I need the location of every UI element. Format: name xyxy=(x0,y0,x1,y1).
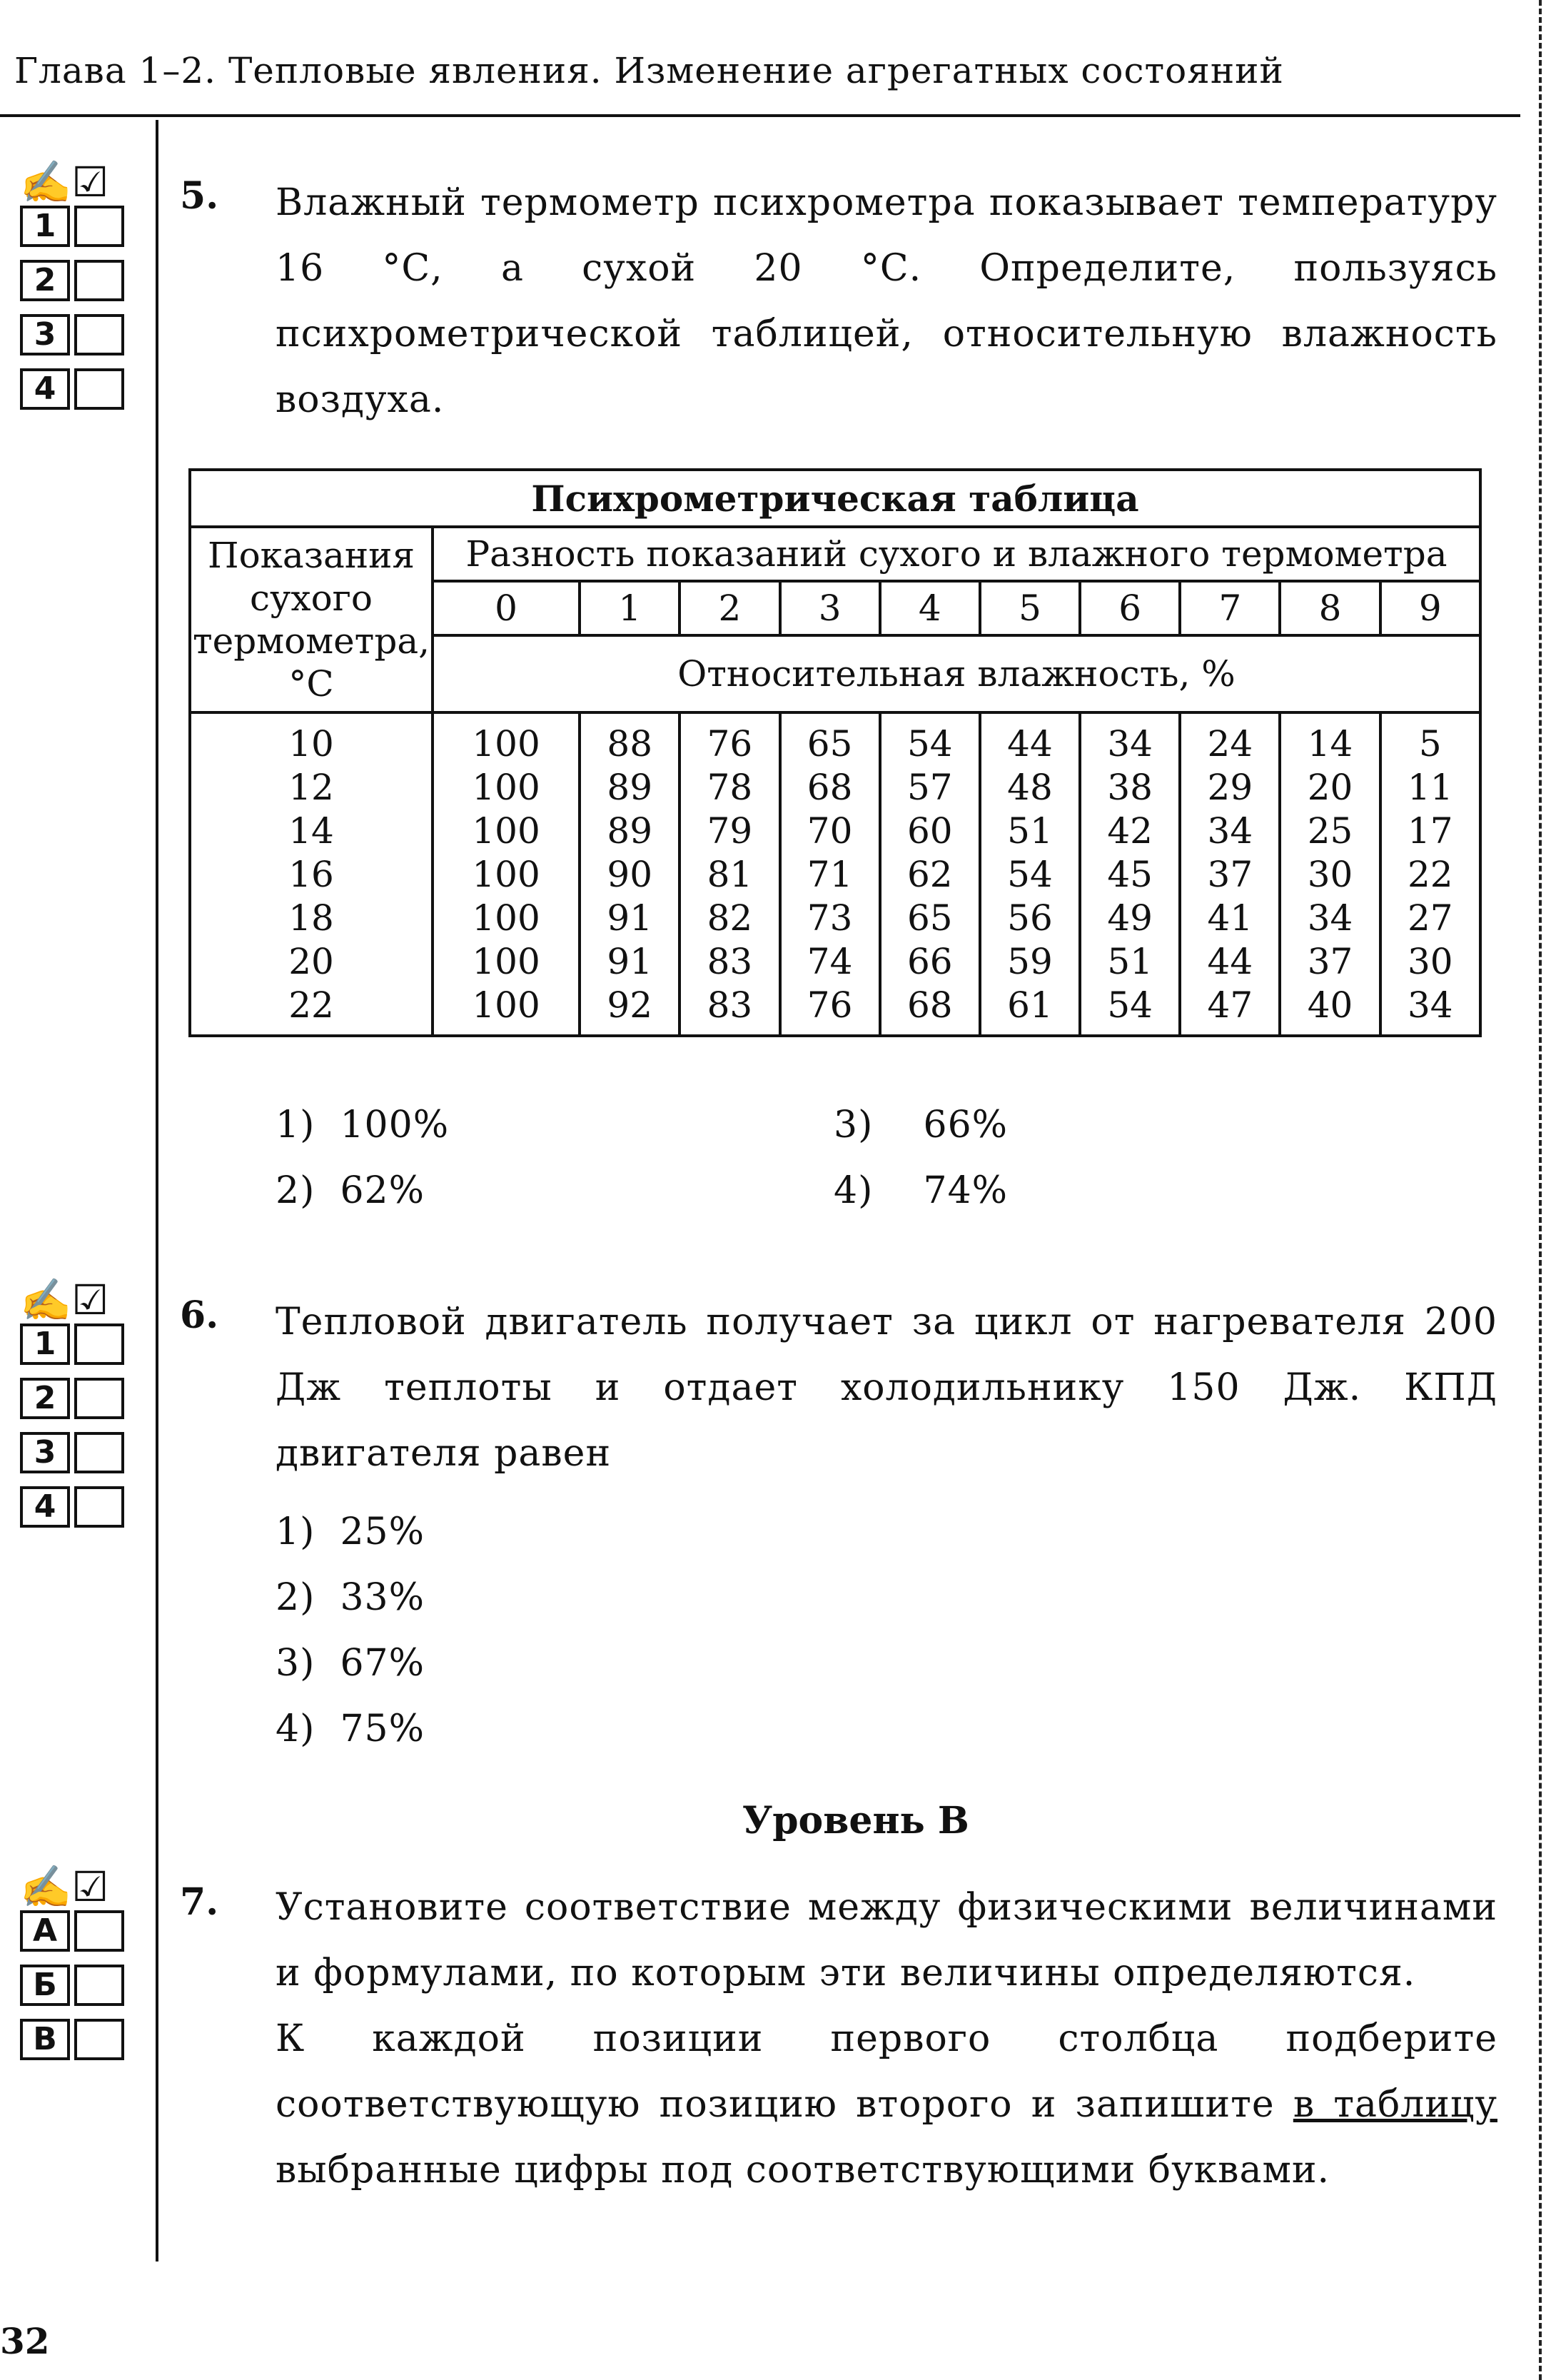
humidity-column xyxy=(1080,712,1180,1036)
humidity-column xyxy=(580,712,679,1036)
table-data-row xyxy=(190,712,1480,1036)
task5-answer-grid xyxy=(20,158,141,423)
dry-temp-cell: 16 xyxy=(288,854,334,895)
option-value: 66% xyxy=(923,1104,1009,1146)
answer-box[interactable] xyxy=(74,1910,124,1952)
task6-option-4[interactable] xyxy=(276,1708,425,1750)
task6-option-1[interactable] xyxy=(276,1511,425,1553)
answer-box[interactable] xyxy=(74,1486,124,1528)
answer-box[interactable] xyxy=(74,1378,124,1419)
answer-label: 2 xyxy=(20,260,70,301)
humidity-cell: 54 xyxy=(906,723,953,765)
task5-option-4[interactable] xyxy=(834,1169,1008,1212)
humidity-cell: 82 xyxy=(707,897,753,939)
section-heading: Уровень В xyxy=(742,1799,969,1842)
humidity-cell: 66 xyxy=(906,941,953,982)
answer-box[interactable] xyxy=(74,1323,124,1365)
humidity-cell: 34 xyxy=(1107,723,1153,765)
table-link: в таблицу xyxy=(1293,2083,1497,2126)
humidity-cell: 100 xyxy=(472,723,540,765)
task5-number: 5. xyxy=(180,174,219,218)
humidity-cell: 71 xyxy=(807,854,853,895)
humidity-cell: 90 xyxy=(607,854,653,895)
answer-label: А xyxy=(20,1910,70,1952)
answer-label: В xyxy=(20,2019,70,2060)
humidity-cell: 76 xyxy=(807,984,853,1026)
humidity-cell: 100 xyxy=(472,854,540,895)
task7-instruction: К каждой позиции первого столбца подберите соответствующую позицию второго и запишите в таблицу выбранные цифры под соответствующими буквами. xyxy=(276,2017,1497,2192)
humidity-cell: 68 xyxy=(906,984,953,1026)
answer-box[interactable] xyxy=(74,206,124,247)
humidity-cell: 34 xyxy=(1307,897,1353,939)
answer-label: 1 xyxy=(20,1323,70,1365)
diff-cell: 1 xyxy=(580,581,679,635)
humidity-cell: 74 xyxy=(807,941,853,982)
diff-cell: 9 xyxy=(1380,581,1480,635)
humidity-cell: 5 xyxy=(1418,723,1442,765)
humidity-cell: 37 xyxy=(1307,941,1353,982)
humidity-cell: 81 xyxy=(707,854,753,895)
option-value: 62% xyxy=(340,1169,425,1212)
humidity-cell: 22 xyxy=(1408,854,1453,895)
humidity-cell: 61 xyxy=(1007,984,1053,1026)
humidity-cell: 92 xyxy=(607,984,653,1026)
check-icon: ☑ xyxy=(71,1862,109,1911)
answer-label: 2 xyxy=(20,1378,70,1419)
humidity-cell: 51 xyxy=(1107,941,1153,982)
humidity-cell: 54 xyxy=(1007,854,1053,895)
humidity-cell: 45 xyxy=(1107,854,1153,895)
humidity-cell: 29 xyxy=(1207,767,1253,808)
diff-cell: 3 xyxy=(780,581,880,635)
humidity-cell: 40 xyxy=(1307,984,1353,1026)
humidity-cell: 70 xyxy=(807,810,853,852)
dry-temp-cell: 14 xyxy=(288,810,334,852)
task5-text: Влажный термометр психрометра показывает температуру 16 °С, а сухой 20 °С. Определите, пользуясь психрометрической таблицей, относительную влажность воздуха. xyxy=(276,181,1497,421)
humidity-column xyxy=(679,712,779,1036)
humidity-cell: 100 xyxy=(472,897,540,939)
humidity-cell: 30 xyxy=(1408,941,1453,982)
humidity-column xyxy=(1380,712,1480,1036)
chapter-header: Глава 1–2. Тепловые явления. Изменение агрегатных состояний xyxy=(14,50,1284,91)
task6-option-3[interactable] xyxy=(276,1642,425,1685)
answer-label: Б xyxy=(20,1965,70,2006)
humidity-cell: 59 xyxy=(1007,941,1053,982)
diff-cell: 5 xyxy=(980,581,1080,635)
humidity-cell: 14 xyxy=(1307,723,1353,765)
diff-cell: 7 xyxy=(1180,581,1280,635)
dry-temp-cell: 18 xyxy=(288,897,334,939)
humidity-column xyxy=(980,712,1080,1036)
humidity-cell: 38 xyxy=(1107,767,1153,808)
diff-cell: 0 xyxy=(433,581,580,635)
humidity-cell: 83 xyxy=(707,941,753,982)
task7-text: Установите соответствие между физическими величинами и формулами, по которым эти величины определяются. xyxy=(276,1886,1497,1995)
task5-option-1[interactable] xyxy=(276,1104,449,1146)
answer-label: 3 xyxy=(20,314,70,356)
pen-icon: ✍ xyxy=(20,158,72,206)
humidity-cell: 65 xyxy=(906,897,953,939)
humidity-cell: 24 xyxy=(1207,723,1253,765)
answer-label: 3 xyxy=(20,1432,70,1473)
humidity-column xyxy=(780,712,880,1036)
option-number: 4) xyxy=(834,1169,874,1212)
col-group-header: Разность показаний сухого и влажного термометра xyxy=(433,527,1480,581)
diff-cell: 6 xyxy=(1080,581,1180,635)
option-number: 2) xyxy=(276,1576,315,1619)
option-number: 3) xyxy=(276,1642,315,1685)
humidity-cell: 89 xyxy=(607,767,653,808)
answer-box[interactable] xyxy=(74,314,124,356)
answer-label: 4 xyxy=(20,368,70,410)
humidity-cell: 73 xyxy=(807,897,853,939)
task5-option-3[interactable] xyxy=(834,1104,1008,1146)
option-number: 3) xyxy=(834,1104,874,1146)
humidity-cell: 48 xyxy=(1007,767,1053,808)
page-number: 32 xyxy=(0,2320,50,2362)
humidity-cell: 42 xyxy=(1107,810,1153,852)
dry-temp-cell: 12 xyxy=(288,767,334,808)
option-value: 25% xyxy=(340,1511,425,1553)
answer-box[interactable] xyxy=(74,260,124,301)
option-value: 74% xyxy=(923,1169,1009,1212)
answer-label: 1 xyxy=(20,206,70,247)
humidity-column xyxy=(433,712,580,1036)
humidity-cell: 30 xyxy=(1307,854,1353,895)
option-value: 33% xyxy=(340,1576,425,1619)
psychrometric-table xyxy=(188,468,1482,1037)
humidity-cell: 34 xyxy=(1408,984,1453,1026)
humidity-cell: 89 xyxy=(607,810,653,852)
humidity-cell: 91 xyxy=(607,897,653,939)
answer-box[interactable] xyxy=(74,1965,124,2006)
humidity-cell: 68 xyxy=(807,767,853,808)
task7-number: 7. xyxy=(180,1880,219,1924)
option-number: 4) xyxy=(276,1708,315,1750)
humidity-cell: 20 xyxy=(1307,767,1353,808)
task6-text: Тепловой двигатель получает за цикл от нагревателя 200 Дж теплоты и отдает холодильнику 150 Дж. КПД двигателя равен xyxy=(276,1301,1497,1475)
humidity-cell: 100 xyxy=(472,810,540,852)
table-title: Психрометрическая таблица xyxy=(190,470,1480,527)
humidity-cell: 25 xyxy=(1307,810,1353,852)
option-value: 67% xyxy=(340,1642,425,1685)
header-rule xyxy=(0,114,1520,117)
task6-option-2[interactable] xyxy=(276,1576,425,1619)
task5-option-2[interactable] xyxy=(276,1169,425,1212)
dry-temp-cell: 10 xyxy=(288,723,334,765)
diff-cell: 4 xyxy=(880,581,980,635)
humidity-cell: 34 xyxy=(1207,810,1253,852)
humidity-cell: 17 xyxy=(1408,810,1453,852)
dry-temp-cell: 20 xyxy=(288,941,334,982)
humidity-cell: 62 xyxy=(906,854,953,895)
humidity-cell: 44 xyxy=(1007,723,1053,765)
check-icon: ☑ xyxy=(71,158,109,206)
dry-temps-column xyxy=(190,712,433,1036)
humidity-column xyxy=(1280,712,1380,1036)
humidity-cell: 56 xyxy=(1007,897,1053,939)
option-value: 100% xyxy=(340,1104,450,1146)
humidity-cell: 88 xyxy=(607,723,653,765)
task7-answer-grid xyxy=(20,1863,141,2073)
humidity-label: Относительная влажность, % xyxy=(433,635,1480,712)
humidity-cell: 41 xyxy=(1207,897,1253,939)
option-number: 2) xyxy=(276,1169,315,1212)
humidity-cell: 49 xyxy=(1107,897,1153,939)
check-icon: ☑ xyxy=(71,1276,109,1324)
diff-cell: 2 xyxy=(679,581,779,635)
humidity-column xyxy=(1180,712,1280,1036)
answer-box[interactable] xyxy=(74,1432,124,1473)
option-number: 1) xyxy=(276,1104,315,1146)
humidity-cell: 79 xyxy=(707,810,753,852)
humidity-cell: 44 xyxy=(1207,941,1253,982)
humidity-cell: 100 xyxy=(472,984,540,1026)
answer-box[interactable] xyxy=(74,368,124,410)
row-header: Показания сухого термометра, °С xyxy=(190,527,433,712)
humidity-cell: 91 xyxy=(607,941,653,982)
humidity-cell: 37 xyxy=(1207,854,1253,895)
humidity-column xyxy=(880,712,980,1036)
humidity-cell: 60 xyxy=(906,810,953,852)
answer-label: 4 xyxy=(20,1486,70,1528)
dry-temp-cell: 22 xyxy=(288,984,334,1026)
pen-icon: ✍ xyxy=(20,1862,72,1911)
task6-number: 6. xyxy=(180,1294,219,1337)
humidity-cell: 100 xyxy=(472,767,540,808)
answer-box[interactable] xyxy=(74,2019,124,2060)
humidity-cell: 65 xyxy=(807,723,853,765)
humidity-cell: 100 xyxy=(472,941,540,982)
humidity-cell: 54 xyxy=(1107,984,1153,1026)
humidity-cell: 78 xyxy=(707,767,753,808)
option-number: 1) xyxy=(276,1511,315,1553)
humidity-cell: 27 xyxy=(1408,897,1453,939)
humidity-cell: 51 xyxy=(1007,810,1053,852)
diff-cell: 8 xyxy=(1280,581,1380,635)
humidity-cell: 57 xyxy=(906,767,953,808)
margin-rule xyxy=(156,120,158,2261)
humidity-cell: 11 xyxy=(1408,767,1453,808)
pen-icon: ✍ xyxy=(20,1276,72,1324)
humidity-cell: 76 xyxy=(707,723,753,765)
humidity-cell: 83 xyxy=(707,984,753,1026)
option-value: 75% xyxy=(340,1708,425,1750)
cut-line xyxy=(1539,0,1542,2380)
task6-answer-grid xyxy=(20,1276,141,1541)
humidity-cell: 47 xyxy=(1207,984,1253,1026)
